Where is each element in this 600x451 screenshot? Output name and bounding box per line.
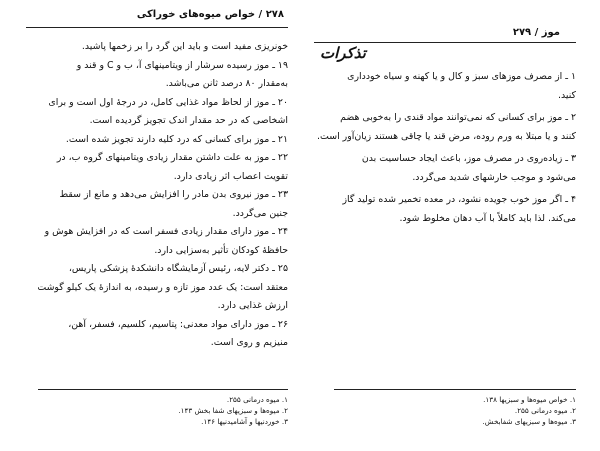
body-line: می‌شود و موجب خارشهای شدید می‌گردد.	[412, 171, 576, 183]
body-line: ۲ ـ موز برای کسانی که نمی‌توانند مواد قندی را به‌خوبی هضم	[340, 112, 576, 123]
body-line: خونریزی مفید است و باید این گرد را بر زخمها پاشید.	[81, 41, 288, 52]
body-line: معتقد است: یک عدد موز تازه و رسیده، به اندازهٔ یک کیلو گوشت	[37, 281, 288, 293]
right-footnote-rule	[334, 389, 576, 390]
right-page	[314, 0, 576, 451]
right-page-body	[314, 68, 576, 228]
section-title: تذکرات	[320, 44, 366, 62]
body-line: ارزش غذایی دارد.	[217, 300, 288, 311]
body-line: ۴ ـ اگر موز خوب جویده نشود، در معده تخمیر شده تولید گاز	[342, 194, 576, 205]
body-line: ۲۰ ـ موز از لحاظ مواد غذایی کامل، در درجهٔ اول است و برای	[48, 96, 288, 108]
body-line: تقویت اعصاب اثر زیادی دارد.	[173, 170, 288, 182]
body-line: ۳ ـ زیاده‌روی در مصرف موز، باعث ایجاد حساسیت بدن	[361, 153, 576, 164]
left-footnote-rule	[38, 389, 288, 390]
left-header-rule	[26, 27, 288, 28]
right-page-header: موز / ۲۷۹	[512, 27, 560, 38]
body-line: ۲۲ ـ موز به علت داشتن مقدار زیادی ویتامینهای گروه ب، در	[56, 152, 288, 163]
body-line: اشخاصی که در حد مقدار اندک تجویز گردیده است.	[89, 115, 288, 126]
left-page-header: ۲۷۸ / خواص میوه‌های خوراکی	[136, 9, 284, 20]
left-page	[26, 0, 288, 451]
footnote: ۲. میوه درمانی ۲۵۵.	[514, 406, 576, 415]
right-header-rule	[314, 42, 576, 43]
body-line: کنید.	[557, 89, 576, 101]
body-line: ۲۳ ـ موز نیروی بدن مادر را افزایش می‌دهد و مانع از سقط	[59, 189, 288, 200]
left-footnotes	[26, 394, 288, 427]
left-page-body	[26, 38, 288, 353]
body-line: ۲۵ ـ دکتر لایه، رئیس آزمایشگاه دانشکدهٔ پزشکی پاریس،	[68, 263, 288, 274]
body-line: جنین می‌گردد.	[232, 207, 288, 219]
body-line: منیزیم و روی است.	[210, 337, 288, 348]
footnote: ۲. میوه‌ها و سبزیهای شفا بخش ۱۴۳.	[178, 406, 288, 415]
body-line: می‌کند. لذا باید کاملاً با آب دهان مخلوط شود.	[399, 212, 576, 224]
body-line: ۲۴ ـ موز دارای مقدار زیادی فسفر است که در افزایش هوش و	[44, 226, 288, 237]
footnote: ۱. خواص میوه‌ها و سبزیها ۱۳۸.	[483, 395, 576, 404]
right-footnotes	[314, 394, 576, 427]
body-line: ۱ ـ از مصرف موزهای سبز و کال و یا کهنه و سیاه خودداری	[347, 71, 576, 82]
body-line: ۲۱ ـ موز برای کسانی که درد کلیه دارند تجویز شده است.	[65, 133, 288, 145]
body-line: کنند و یا مبتلا به ورم روده، مرض قند یا چاقی هستند زیان‌آور است.	[317, 130, 576, 142]
body-line: ۲۶ ـ موز دارای مواد معدنی: پتاسیم، کلسیم، فسفر، آهن،	[68, 318, 288, 330]
footnote: ۱. میوه درمانی ۲۵۵.	[226, 395, 288, 404]
footnote: ۳. میوه‌ها و سبزیهای شفابخش.	[482, 417, 576, 426]
body-line: ۱۹ ـ موز رسیده سرشار از ویتامینهای آ، ب و C و قند و	[76, 59, 288, 71]
body-line: حافظهٔ کودکان تأثیر به‌سزایی دارد.	[154, 244, 288, 256]
body-line: به‌مقدار ۸۰ درصد ثانن می‌باشد.	[165, 78, 288, 89]
footnote: ۳. خوردنیها و آشامیدنیها ۱۴۶.	[201, 417, 288, 426]
